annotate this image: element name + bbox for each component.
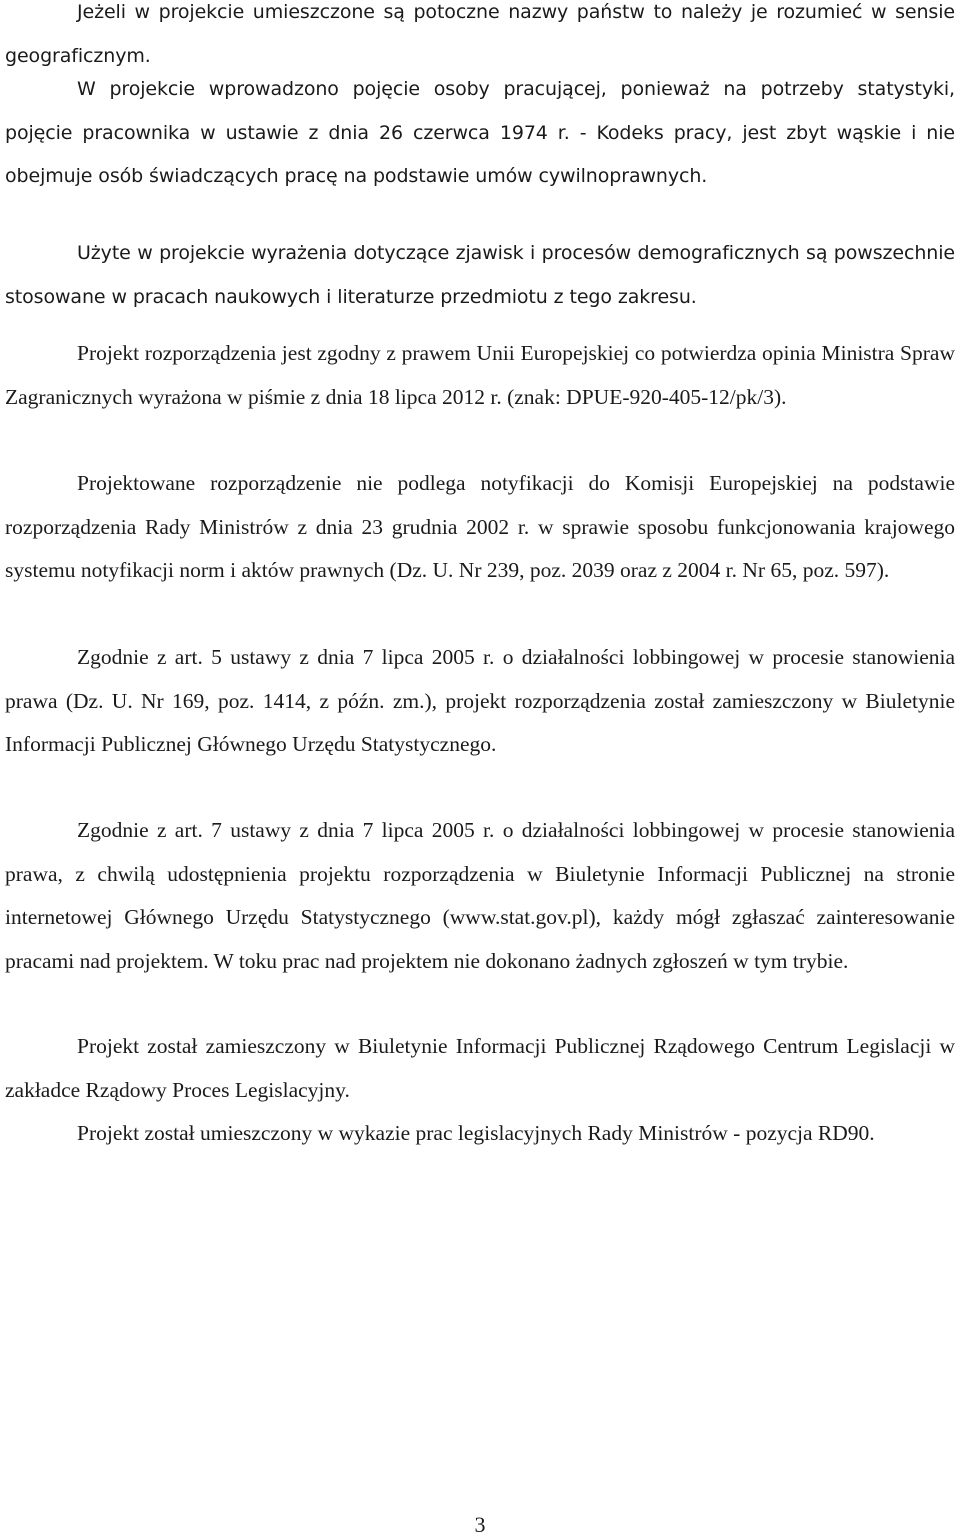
paragraph-geographic-names: Jeżeli w projekcie umieszczone są potoczne nazwy państw to należy je rozumieć w sensie geograficznym. — [5, 1, 955, 67]
paragraph-lobbying-art5: Zgodnie z art. 5 ustawy z dnia 7 lipca 2005 r. o działalności lobbingowej w procesie stanowienia prawa (Dz. U. Nr 169, poz. 1414, z późn. zm.), projekt rozporządzenia został zamieszczony w Biuletynie Informacji Publicznej Głównego Urzędu Statystycznego. — [5, 645, 955, 756]
paragraph-eu-compliance: Projekt rozporządzenia jest zgodny z prawem Unii Europejskiej co potwierdza opinia Ministra Spraw Zagranicznych wyrażona w piśmie z dnia 18 lipca 2012 r. (znak: DPUE-920-405-12/pk/3). — [5, 341, 955, 409]
paragraph-legislative-list: Projekt został umieszczony w wykazie prac legislacyjnych Rady Ministrów - pozycja RD90. — [77, 1121, 875, 1145]
paragraph-demographic-terms: Użyte w projekcie wyrażenia dotyczące zjawisk i procesów demograficznych są powszechnie stosowane w pracach naukowych i literaturze przedmiotu z tego zakresu. — [5, 242, 955, 308]
paragraph-working-person: W projekcie wprowadzono pojęcie osoby pracującej, ponieważ na potrzeby statystyki, pojęcie pracownika w ustawie z dnia 26 czerwca 1974 r. - Kodeks pracy, jest zbyt wąskie i nie obejmuje osób świadczących pracę na podstawie umów cywilnoprawnych. — [5, 78, 955, 187]
paragraph-lobbying-art7: Zgodnie z art. 7 ustawy z dnia 7 lipca 2005 r. o działalności lobbingowej w procesie stanowienia prawa, z chwilą udostępnienia projektu rozporządzenia w Biuletynie Informacji Publicznej na stronie internetowej Głównego Urzędu Statystycznego (www.stat.gov.pl), każdy mógł zgłaszać zainteresowanie pracami nad projektem. W toku prac nad projektem nie dokonano żadnych zgłoszeń w tym trybie. — [5, 818, 955, 973]
paragraph-notification: Projektowane rozporządzenie nie podlega notyfikacji do Komisji Europejskiej na podstawie rozporządzenia Rady Ministrów z dnia 23 grudnia 2002 r. w sprawie sposobu funkcjonowania krajowego systemu notyfikacji norm i aktów prawnych (Dz. U. Nr 239, poz. 2039 oraz z 2004 r. Nr 65, poz. 597). — [5, 471, 955, 582]
page-number: 3 — [474, 1512, 486, 1537]
paragraph-rcl-publication: Projekt został zamieszczony w Biuletynie Informacji Publicznej Rządowego Centrum Legislacji w zakładce Rządowy Proces Legislacyjny. — [5, 1034, 955, 1102]
